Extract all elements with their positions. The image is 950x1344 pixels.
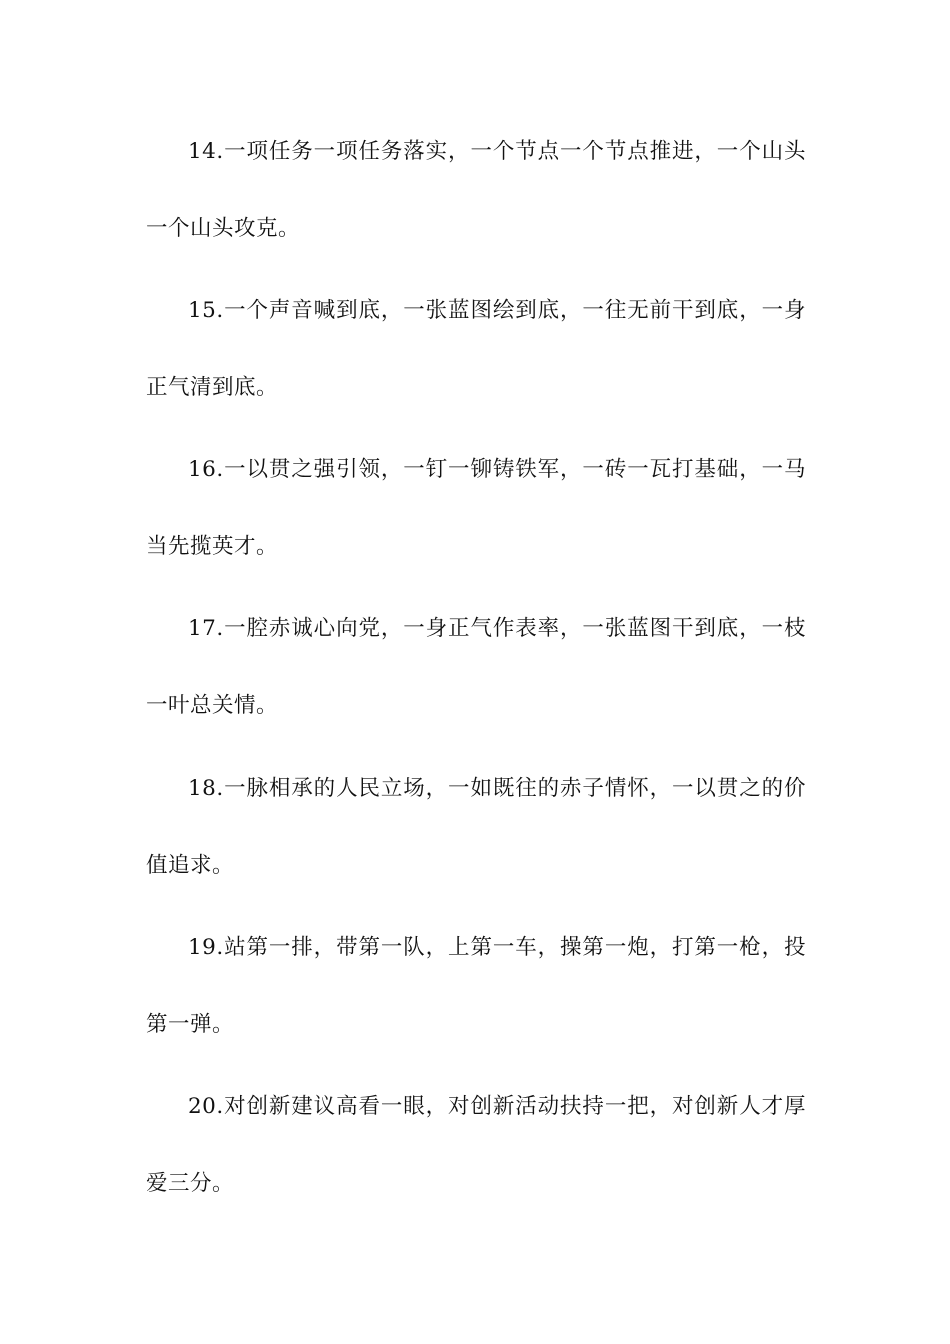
item-20-text-line-2: 爱三分。	[146, 1171, 235, 1196]
item-14-first-line	[188, 137, 806, 167]
item-16-text-line-2: 当先揽英才。	[146, 534, 279, 559]
item-15-first-line	[188, 296, 806, 326]
item-19-first-line	[188, 933, 806, 963]
item-19-number: 19.	[188, 935, 224, 960]
item-19-text-line-2: 第一弹。	[146, 1012, 235, 1037]
item-16-text-line-1: 一以贯之强引领，一钉一铆铸铁军，一砖一瓦打基础，一马	[223, 457, 806, 482]
item-15-text-line-1: 一个声音喊到底，一张蓝图绘到底，一往无前干到底，一身	[223, 298, 806, 323]
item-18-text-line-2: 值追求。	[146, 853, 235, 878]
item-14-text-line-1: 一项任务一项任务落实，一个节点一个节点推进，一个山头	[223, 139, 806, 164]
item-16-number: 16.	[188, 457, 224, 482]
item-14-text-line-2: 一个山头攻克。	[146, 216, 301, 241]
item-17-text-line-2: 一叶总关情。	[146, 693, 279, 718]
item-20-number: 20.	[188, 1094, 224, 1119]
item-17-text-line-1: 一腔赤诚心向党，一身正气作表率，一张蓝图干到底，一枝	[223, 616, 806, 641]
item-15-text-line-2: 正气清到底。	[146, 375, 279, 400]
item-14-number: 14.	[188, 139, 224, 164]
item-16-first-line	[188, 455, 806, 485]
item-17-number: 17.	[188, 616, 224, 641]
item-19-text-line-1: 站第一排，带第一队，上第一车，操第一炮，打第一枪，投	[223, 935, 806, 960]
item-18-text-line-1: 一脉相承的人民立场，一如既往的赤子情怀，一以贯之的价	[223, 776, 806, 801]
item-15-number: 15.	[188, 298, 224, 323]
item-18-first-line	[188, 774, 806, 804]
item-20-first-line	[188, 1092, 806, 1122]
item-20-text-line-1: 对创新建议高看一眼，对创新活动扶持一把，对创新人才厚	[223, 1094, 806, 1119]
item-17-first-line	[188, 614, 806, 644]
item-18-number: 18.	[188, 776, 224, 801]
